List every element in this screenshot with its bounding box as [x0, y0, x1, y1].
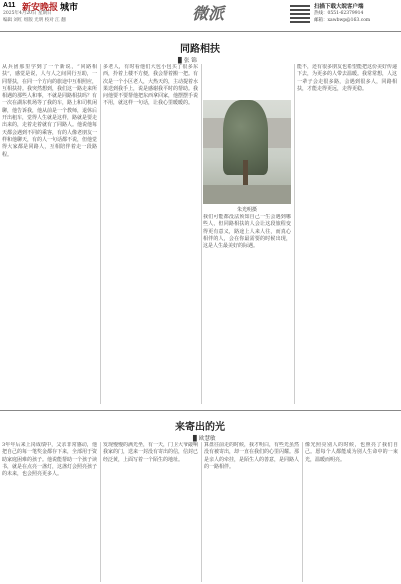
article-title: 来寄出的光 [175, 422, 225, 433]
issue-date: 2025年4月20日 星期日 [3, 11, 52, 16]
article-column: 像光照亮别人的时候，也照亮了我们自己。愿每个人都能成为别人生命中的一束光，温暖而明亮。 [305, 442, 398, 463]
contact-email: 邮箱：xawbwp@163.com [314, 18, 371, 23]
editor-credits: 编辑 刘红 组版 光明 校对 江 翻 [3, 18, 66, 23]
article-column: 多老人，有时看他们大包小包买了很多东西，拎着上楼不方便，我会帮着搬一把。有次是一个小区老人，大热天的，主动提着水果送到我手上，说是感谢我平时的帮助。我问他要不要帮他把东西拿回家，他摆摆手说不用，就这样一句话，让我心里暖暖的。 [103, 64, 198, 107]
hotline: 热线：0551-62379914 [314, 11, 364, 16]
page-number: A11 [3, 2, 16, 9]
section-name: 城市 [60, 3, 79, 13]
article-byline: ▉ 欧慧敏 [193, 436, 216, 442]
publication-name: 新安晚报 [22, 3, 59, 13]
article-byline: ▉ 张 锦 [178, 58, 197, 64]
article-column: 3年年后来上岗成绩中，父亲非常感动，他把自己的每一笔奖金都存下来，全部用于资助家庭困难的孩子。他说能帮助一个孩子读书，就是在点亮一盏灯，这盏灯会照亮孩子的未来，也会照亮更多人。 [2, 442, 97, 478]
column-divider [294, 64, 295, 404]
column-divider [201, 64, 202, 404]
column-divider [302, 442, 303, 582]
article-divider [0, 410, 401, 411]
article-column: 从兵团那里学到了一个新说，“同路相扶”，感觉是说，人与人之间同行互助，一同帮扶，在同一个方向的旅途中互相照应，互相扶持。我突然想到，我们这一路走来所相遇的那些人和事，不就是同路相扶吗？有一次在湖东机场等了我的车，路上和司机闲聊，他告诉我，他从前是一个教师，退休后开出租车，觉得人生就是这样，路就是要走出来的，走着走着就有了同路人。他说他每天都会遇到不同的乘客，有的人像老朋友一样和他聊天，有的人一句话都不说，但他觉得大家都是同路人，互相陪伴着走一段路程。 [2, 64, 97, 158]
news-photo [203, 100, 291, 204]
article-column: 发现慢慢的满光坐，有一天，门卫大爷敲响我家的门，送来一封没有寄出的信，信封已经泛黄，上面写着一个陌生的地址。 [103, 442, 198, 463]
article-column: 我们可能都没法预知自己一生会遇到哪些人，但同路相扶的人会让这段旅程变得更有意义，路途上人来人往，而真心相伴的人，会在你最需要的时候出现，这是人生最美好的际遇。 [203, 214, 291, 250]
qr-code-icon[interactable] [290, 3, 310, 23]
column-divider [100, 442, 101, 582]
column-logo: 微派 [192, 4, 225, 23]
article-column: 能不，还有很多朋友也希望能把这份美好传递下去，为更多的人带去温暖。我常常想，人这一辈子会走很多路，会遇到很多人，同路相扶，才能走得更远，走得更稳。 [297, 64, 397, 92]
article-title: 同路相扶 [180, 44, 220, 55]
column-divider [201, 442, 202, 582]
article-column: 算盘往前走的时候，我才明白，有些光虽然没有被寄出，却一直在我们的心里闪耀。那是亲人的牵挂，是陌生人的善意，是同路人的一路相伴。 [204, 442, 299, 470]
column-divider [100, 64, 101, 404]
photo-caption: 朱光明摄 [236, 207, 257, 213]
masthead-divider [0, 31, 401, 32]
qr-caption: 扫描下载大皖客户端 [314, 4, 364, 10]
masthead [0, 0, 401, 31]
